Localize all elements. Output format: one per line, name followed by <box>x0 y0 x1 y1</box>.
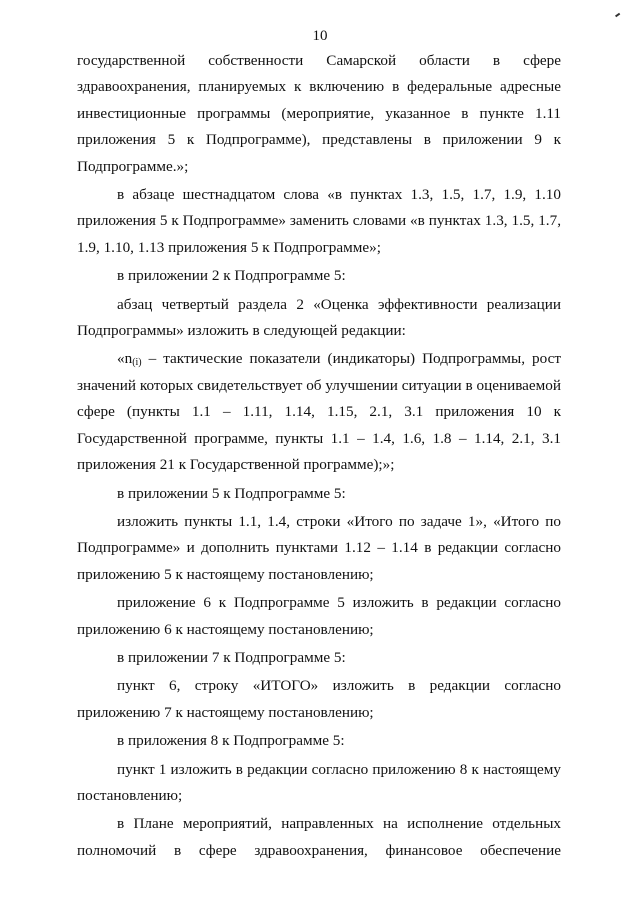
paragraph: приложение 6 к Подпрограмме 5 изложить в редакции согласно приложению 6 к настоящему постановлению; <box>77 594 561 638</box>
paragraph: в абзаце шестнадцатом слова «в пунктах 1.3, 1.5, 1.7, 1.9, 1.10 приложения 5 к Подпрограмме» заменить словами «в пунктах 1.3, 1.5, 1.7, 1.9, 1.10, 1.13 приложения 5 к Подпрограмме»; <box>77 186 561 256</box>
paragraph: абзац четвертый раздела 2 «Оценка эффективности реализации Подпрограммы» изложить в следующей редакции: <box>77 295 561 340</box>
paragraph-text: – тактические показатели (индикаторы) Подпрограммы, рост значений которых свидетельствует об улучшении ситуации в оцениваемой сфере (пункты 1.1 – 1.11, 1.14, 1.15, 2.1, 3.1 приложения 10 к Государственной программе, пункты 1.1 – 1.4, 1.6, 1.8 – 1.14, 2.1, 3.1 приложения 21 к Государственной программе);»; <box>77 350 561 474</box>
paragraph: в приложении 2 к Подпрограмме 5: <box>117 267 346 285</box>
paragraph: в Плане мероприятий, направленных на исполнение отдельных полномочий в сфере здравоохранения, финансовое обеспечение <box>77 815 561 859</box>
document-body <box>77 48 561 864</box>
paragraph: в приложении 7 к Подпрограмме 5: <box>117 648 346 666</box>
formula-subscript: (i) <box>132 357 142 369</box>
paragraph: изложить пункты 1.1, 1.4, строки «Итого по задаче 1», «Итого по Подпрограмме» и дополнить пунктами 1.12 – 1.14 в редакции согласно приложению 5 к настоящему постановлению; <box>77 512 561 583</box>
formula-symbol: «n <box>117 350 133 368</box>
paragraph: пункт 1 изложить в редакции согласно приложению 8 к настоящему постановлению; <box>77 760 561 804</box>
paragraph: пункт 6, строку «ИТОГО» изложить в редакции согласно приложению 7 к настоящему постановлению; <box>77 677 561 721</box>
page-number: 10 <box>312 28 328 44</box>
paragraph: в приложении 5 к Подпрограмме 5: <box>117 484 346 502</box>
paragraph: государственной собственности Самарской области в сфере здравоохранения, планируемых к включению в федеральные адресные инвестиционные программы (мероприятие, указанное в пункте 1.11 приложения 5 к Подпрограмме), представлены в приложении 9 к Подпрограмме.»; <box>77 52 561 175</box>
paragraph: в приложения 8 к Подпрограмме 5: <box>117 732 345 750</box>
scan-mark <box>615 13 620 17</box>
paragraph <box>77 346 561 478</box>
